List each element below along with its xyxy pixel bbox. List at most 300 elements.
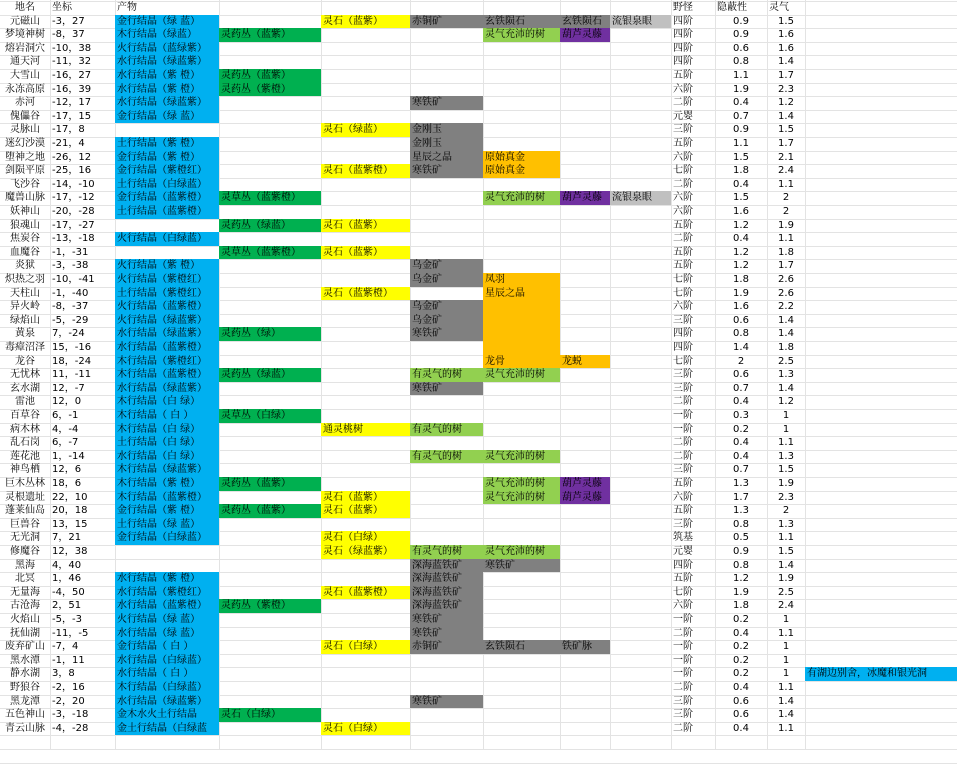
cell-beast-level[interactable]: 四阶: [673, 342, 693, 353]
cell-hidden-value[interactable]: 1.8: [733, 600, 749, 612]
cell-place-name[interactable]: 妖神山: [10, 206, 40, 217]
cell-coordinates[interactable]: 12，-7: [52, 382, 85, 394]
cell-hidden-value[interactable]: 0.2: [733, 423, 749, 435]
cell-place-name[interactable]: 黄泉: [15, 328, 35, 340]
cell-hidden-value[interactable]: 1.1: [733, 138, 749, 149]
cell-beast-level[interactable]: 二阶: [673, 233, 693, 245]
header-beast[interactable]: 野怪: [673, 2, 693, 13]
cell-hidden-value[interactable]: 0.9: [733, 15, 749, 27]
cell-qi-value[interactable]: 2.3: [778, 83, 794, 95]
cell-qi-value[interactable]: 2.3: [778, 491, 794, 503]
cell-product[interactable]: 灵草丛（蓝紫橙）: [219, 246, 321, 260]
cell-hidden-value[interactable]: 0.2: [733, 641, 749, 653]
cell-hidden-value[interactable]: 0.8: [733, 559, 749, 571]
cell-qi-value[interactable]: 1.7: [778, 260, 794, 272]
cell-coordinates[interactable]: -21，4: [52, 138, 85, 149]
cell-place-name[interactable]: 大雪山: [10, 70, 40, 81]
cell-beast-level[interactable]: 五阶: [673, 219, 693, 231]
cell-product[interactable]: 灵石（蓝紫橙）: [321, 287, 410, 301]
cell-hidden-value[interactable]: 1.9: [733, 287, 749, 299]
cell-qi-value[interactable]: 1: [782, 423, 790, 435]
cell-beast-level[interactable]: 三阶: [673, 314, 693, 326]
cell-product[interactable]: 通灵桃树: [321, 423, 410, 437]
cell-product[interactable]: 灵草丛（白绿）: [219, 409, 321, 423]
cell-beast-level[interactable]: 三阶: [673, 709, 693, 721]
cell-coordinates[interactable]: -11，32: [52, 56, 92, 68]
cell-product[interactable]: 星辰之晶: [483, 287, 560, 301]
cell-product[interactable]: 金行结晶（白绿蓝）: [115, 531, 219, 545]
cell-product[interactable]: 玄铁陨石: [483, 640, 560, 654]
cell-coordinates[interactable]: -5，-29: [52, 314, 89, 326]
cell-product[interactable]: 火行结晶（白绿蓝）: [115, 232, 219, 246]
cell-hidden-value[interactable]: 0.4: [733, 233, 749, 245]
cell-beast-level[interactable]: 四阶: [673, 328, 693, 340]
cell-qi-value[interactable]: 1.7: [778, 70, 794, 81]
cell-qi-value[interactable]: 1.1: [778, 437, 794, 449]
cell-product[interactable]: 木行结晶（蓝紫橙）: [115, 491, 219, 505]
cell-product[interactable]: 火行结晶（绿蓝紫）: [115, 314, 219, 328]
cell-product[interactable]: 寒铁矿: [410, 613, 483, 627]
cell-qi-value[interactable]: 1.4: [778, 695, 794, 707]
cell-product[interactable]: 灵石（白绿）: [321, 640, 410, 654]
cell-hidden-value[interactable]: 0.7: [733, 464, 749, 476]
cell-hidden-value[interactable]: 0.4: [733, 396, 749, 408]
cell-qi-value[interactable]: 2: [782, 505, 790, 517]
cell-product[interactable]: 玄铁陨石: [483, 15, 560, 29]
cell-hidden-value[interactable]: 0.6: [733, 369, 749, 381]
cell-product[interactable]: 灵药丛（绿蓝）: [219, 368, 321, 382]
cell-hidden-value[interactable]: 1.2: [733, 246, 749, 258]
cell-qi-value[interactable]: 1.4: [778, 56, 794, 68]
cell-product[interactable]: 木行结晶（绿蓝紫）: [115, 463, 219, 477]
cell-beast-level[interactable]: 四阶: [673, 29, 693, 41]
cell-product[interactable]: 水行结晶（蓝紫橙）: [115, 599, 219, 613]
cell-coordinates[interactable]: -2，20: [52, 695, 85, 707]
cell-product[interactable]: 木行结晶（白绿蓝）: [115, 681, 219, 695]
cell-product[interactable]: 火行结晶（蓝绿紫）: [115, 42, 219, 56]
cell-place-name[interactable]: 傀儡谷: [10, 110, 40, 122]
cell-beast-level[interactable]: 一阶: [673, 654, 693, 666]
cell-coordinates[interactable]: -26，12: [52, 151, 92, 163]
cell-place-name[interactable]: 巨兽谷: [10, 518, 40, 530]
cell-qi-value[interactable]: 1.1: [778, 178, 794, 190]
cell-product[interactable]: [483, 327, 560, 341]
cell-qi-value[interactable]: 2.5: [778, 355, 794, 367]
cell-hidden-value[interactable]: 0.7: [733, 382, 749, 394]
cell-hidden-value[interactable]: 1.4: [733, 342, 749, 353]
cell-beast-level[interactable]: 六阶: [673, 206, 693, 217]
header-name[interactable]: 地名: [15, 2, 35, 13]
cell-qi-value[interactable]: 2.5: [778, 586, 794, 598]
cell-product[interactable]: 灵气充沛的树: [483, 491, 560, 505]
cell-product[interactable]: 凤羽: [483, 273, 560, 287]
cell-place-name[interactable]: 剑陨平原: [5, 165, 45, 177]
cell-hidden-value[interactable]: 0.8: [733, 56, 749, 68]
cell-product[interactable]: 赤铜矿: [410, 15, 483, 29]
cell-coordinates[interactable]: 1，46: [52, 573, 82, 585]
cell-product[interactable]: 土行结晶（白 绿）: [115, 436, 219, 450]
cell-product[interactable]: 金行结晶（蓝紫橙）: [115, 191, 219, 205]
cell-product[interactable]: 金行结晶（绿 蓝）: [115, 110, 219, 124]
cell-product[interactable]: 金行结晶（紫橙红）: [115, 164, 219, 178]
cell-product[interactable]: 星辰之晶: [410, 151, 483, 165]
cell-hidden-value[interactable]: 0.6: [733, 42, 749, 54]
cell-product[interactable]: 土行结晶（白绿蓝）: [115, 178, 219, 192]
cell-beast-level[interactable]: 二阶: [673, 627, 693, 639]
cell-coordinates[interactable]: -3，27: [52, 15, 85, 27]
cell-beast-level[interactable]: 七阶: [673, 274, 693, 285]
cell-product[interactable]: 灵气充沛的树: [483, 450, 560, 464]
cell-product[interactable]: 灵石（白绿）: [219, 708, 321, 722]
cell-qi-value[interactable]: 1.5: [778, 15, 794, 27]
cell-beast-level[interactable]: 六阶: [673, 83, 693, 95]
cell-beast-level[interactable]: 一阶: [673, 423, 693, 435]
cell-place-name[interactable]: 灵脉山: [10, 124, 40, 136]
cell-place-name[interactable]: 灵根遗址: [5, 491, 45, 503]
cell-coordinates[interactable]: -3，-38: [52, 260, 89, 272]
cell-product[interactable]: 灵药丛（蓝紫）: [219, 477, 321, 491]
cell-coordinates[interactable]: 4，-4: [52, 423, 79, 435]
cell-qi-value[interactable]: 1.1: [778, 627, 794, 639]
cell-hidden-value[interactable]: 1.2: [733, 260, 749, 272]
cell-beast-level[interactable]: 二阶: [673, 97, 693, 109]
cell-coordinates[interactable]: -5，-3: [52, 614, 82, 625]
cell-place-name[interactable]: 蓬莱仙岛: [5, 505, 45, 517]
cell-qi-value[interactable]: 1.4: [778, 709, 794, 721]
cell-beast-level[interactable]: 二阶: [673, 178, 693, 190]
cell-place-name[interactable]: 北冥: [15, 573, 35, 585]
cell-place-name[interactable]: 迷幻沙漠: [5, 138, 45, 149]
cell-qi-value[interactable]: 2.4: [778, 165, 794, 177]
cell-qi-value[interactable]: 1.1: [778, 233, 794, 245]
cell-coordinates[interactable]: 11，-11: [52, 369, 92, 381]
cell-beast-level[interactable]: 五阶: [673, 70, 693, 81]
cell-hidden-value[interactable]: 0.2: [733, 614, 749, 625]
cell-beast-level[interactable]: 三阶: [673, 382, 693, 394]
cell-qi-value[interactable]: 1.5: [778, 464, 794, 476]
cell-beast-level[interactable]: 四阶: [673, 42, 693, 54]
cell-coordinates[interactable]: -1，-40: [52, 287, 89, 299]
header-qi[interactable]: 灵气: [769, 2, 789, 13]
cell-product[interactable]: 金刚玉: [410, 123, 483, 137]
cell-product[interactable]: 灵气充沛的树: [483, 191, 560, 205]
cell-qi-value[interactable]: 1.3: [778, 369, 794, 381]
cell-beast-level[interactable]: 三阶: [673, 369, 693, 381]
cell-beast-level[interactable]: 二阶: [673, 450, 693, 462]
cell-beast-level[interactable]: 一阶: [673, 668, 693, 680]
cell-product[interactable]: 水行结晶（绿蓝紫）: [115, 327, 219, 341]
cell-beast-level[interactable]: 元婴: [673, 546, 693, 557]
cell-product[interactable]: 流银泉眼: [610, 191, 671, 205]
cell-coordinates[interactable]: -4，50: [52, 586, 85, 598]
cell-beast-level[interactable]: 三阶: [673, 518, 693, 530]
cell-product[interactable]: 木行结晶（紫橙红）: [115, 355, 219, 369]
cell-coordinates[interactable]: -12，17: [52, 97, 92, 109]
cell-beast-level[interactable]: 七阶: [673, 586, 693, 598]
cell-beast-level[interactable]: 五阶: [673, 505, 693, 517]
cell-coordinates[interactable]: -25，16: [52, 165, 92, 177]
cell-hidden-value[interactable]: 1.3: [733, 505, 749, 517]
cell-beast-level[interactable]: 六阶: [673, 192, 693, 204]
cell-hidden-value[interactable]: 0.7: [733, 110, 749, 122]
cell-hidden-value[interactable]: 0.4: [733, 97, 749, 109]
cell-product[interactable]: [483, 314, 560, 328]
cell-beast-level[interactable]: 二阶: [673, 682, 693, 693]
cell-coordinates[interactable]: 7，21: [52, 532, 82, 544]
cell-hidden-value[interactable]: 1.2: [733, 219, 749, 231]
cell-qi-value[interactable]: 2.6: [778, 287, 794, 299]
cell-coordinates[interactable]: -17，-27: [52, 219, 95, 231]
cell-qi-value[interactable]: 1.9: [778, 219, 794, 231]
cell-product[interactable]: 水行结晶（白 绿）: [115, 450, 219, 464]
cell-place-name[interactable]: 静水湖: [10, 668, 40, 680]
cell-hidden-value[interactable]: 0.4: [733, 722, 749, 734]
cell-product[interactable]: 灵药丛（紫橙）: [219, 599, 321, 613]
cell-product[interactable]: 水行结晶（绿 蓝）: [115, 627, 219, 641]
cell-product[interactable]: 灵石（蓝紫）: [321, 504, 410, 518]
cell-hidden-value[interactable]: 1.2: [733, 573, 749, 585]
cell-product[interactable]: 金行结晶（紫 橙）: [115, 151, 219, 165]
cell-coordinates[interactable]: 15，-16: [52, 342, 92, 353]
cell-qi-value[interactable]: 1.4: [778, 110, 794, 122]
cell-hidden-value[interactable]: 0.2: [733, 654, 749, 666]
cell-product[interactable]: 土行结晶（紫 橙）: [115, 137, 219, 151]
cell-product[interactable]: 水行结晶（紫 橙）: [115, 572, 219, 586]
cell-qi-value[interactable]: 2: [782, 192, 790, 204]
cell-hidden-value[interactable]: 0.4: [733, 627, 749, 639]
cell-qi-value[interactable]: 1.1: [778, 532, 794, 544]
cell-beast-level[interactable]: 七阶: [673, 355, 693, 367]
cell-hidden-value[interactable]: 0.9: [733, 546, 749, 557]
cell-product[interactable]: 深海蓝铁矿: [410, 559, 483, 573]
cell-beast-level[interactable]: 四阶: [673, 15, 693, 27]
cell-place-name[interactable]: 异火岭: [10, 301, 40, 313]
cell-product[interactable]: 灵石（蓝紫）: [321, 15, 410, 29]
cell-place-name[interactable]: 龙谷: [15, 355, 35, 367]
cell-coordinates[interactable]: -7，4: [52, 641, 79, 653]
cell-qi-value[interactable]: 1.3: [778, 450, 794, 462]
cell-coordinates[interactable]: -13，-18: [52, 233, 95, 245]
cell-coordinates[interactable]: -20，-28: [52, 206, 95, 217]
cell-product[interactable]: 灵气充沛的树: [483, 545, 560, 559]
cell-product[interactable]: 龙蜕: [560, 355, 610, 369]
cell-coordinates[interactable]: 12，38: [52, 546, 88, 557]
cell-product[interactable]: 水行结晶（蓝紫橙）: [115, 341, 219, 355]
cell-product[interactable]: 灵气充沛的树: [483, 28, 560, 42]
cell-hidden-value[interactable]: 1.9: [733, 586, 749, 598]
cell-product[interactable]: 火行结晶（紫橙红）: [115, 273, 219, 287]
cell-coordinates[interactable]: 18，-24: [52, 355, 92, 367]
cell-product[interactable]: 金木水火土行结晶: [115, 708, 219, 722]
header-coord[interactable]: 坐标: [52, 2, 72, 13]
cell-product[interactable]: 水行结晶（绿蓝紫）: [115, 96, 219, 110]
cell-beast-level[interactable]: 三阶: [673, 464, 693, 476]
cell-coordinates[interactable]: -8，37: [52, 29, 85, 41]
cell-beast-level[interactable]: 二阶: [673, 437, 693, 449]
cell-beast-level[interactable]: 六阶: [673, 491, 693, 503]
cell-hidden-value[interactable]: 0.8: [733, 328, 749, 340]
cell-product[interactable]: 深海蓝铁矿: [410, 586, 483, 600]
cell-place-name[interactable]: 青云山脉: [5, 722, 45, 734]
cell-coordinates[interactable]: 6，-7: [52, 437, 79, 449]
cell-product[interactable]: 灵石（白绿）: [321, 722, 410, 736]
cell-product[interactable]: 金行结晶（绿 蓝）: [115, 15, 219, 29]
cell-coordinates[interactable]: -3，-18: [52, 709, 89, 721]
cell-hidden-value[interactable]: 0.9: [733, 29, 749, 41]
cell-coordinates[interactable]: -1，-31: [52, 246, 89, 258]
cell-place-name[interactable]: 野狼谷: [10, 682, 40, 693]
cell-coordinates[interactable]: -10，38: [52, 42, 92, 54]
cell-product[interactable]: 寒铁矿: [410, 627, 483, 641]
cell-qi-value[interactable]: 1.7: [778, 138, 794, 149]
cell-product[interactable]: 有灵气的树: [410, 545, 483, 559]
cell-coordinates[interactable]: 20，18: [52, 505, 88, 517]
cell-product[interactable]: 寒铁矿: [410, 164, 483, 178]
cell-hidden-value[interactable]: 1.5: [733, 151, 749, 163]
cell-qi-value[interactable]: 1.1: [778, 682, 794, 693]
cell-place-name[interactable]: 永冻高原: [5, 83, 45, 95]
cell-product[interactable]: 龙骨: [483, 355, 560, 369]
cell-place-name[interactable]: 黑水潭: [10, 654, 40, 666]
cell-product[interactable]: 灵草丛（蓝紫橙）: [219, 191, 321, 205]
cell-hidden-value[interactable]: 0.6: [733, 695, 749, 707]
cell-qi-value[interactable]: 1.4: [778, 328, 794, 340]
cell-beast-level[interactable]: 四阶: [673, 559, 693, 571]
cell-beast-level[interactable]: 五阶: [673, 138, 693, 149]
cell-place-name[interactable]: 魔兽山脉: [5, 192, 45, 204]
header-hidden[interactable]: 隐蔽性: [717, 2, 747, 13]
cell-place-name[interactable]: 元磁山: [10, 15, 40, 27]
cell-coordinates[interactable]: 6，-1: [52, 410, 79, 421]
cell-beast-level[interactable]: 四阶: [673, 56, 693, 68]
cell-hidden-value[interactable]: 1.8: [733, 274, 749, 285]
cell-beast-level[interactable]: 五阶: [673, 246, 693, 258]
cell-product[interactable]: 木行结晶（白 绿）: [115, 395, 219, 409]
cell-product[interactable]: 寒铁矿: [410, 327, 483, 341]
cell-coordinates[interactable]: -17，8: [52, 124, 85, 136]
cell-product[interactable]: 灵药丛（蓝紫）: [219, 28, 321, 42]
cell-place-name[interactable]: 巨木丛林: [5, 478, 45, 489]
cell-product[interactable]: 水行结晶（紫 橙）: [115, 83, 219, 97]
cell-place-name[interactable]: 无光洞: [10, 532, 40, 544]
cell-place-name[interactable]: 无忧林: [10, 369, 40, 381]
cell-qi-value[interactable]: 1.4: [778, 314, 794, 326]
cell-product[interactable]: 金行结晶（ 白 ）: [115, 640, 219, 654]
cell-product[interactable]: 葫芦灵藤: [560, 477, 610, 491]
cell-product[interactable]: 木行结晶（绿蓝）: [115, 28, 219, 42]
cell-place-name[interactable]: 无量海: [10, 586, 40, 598]
cell-product[interactable]: 乌金矿: [410, 259, 483, 273]
cell-product[interactable]: 灵药丛（蓝紫）: [219, 504, 321, 518]
cell-place-name[interactable]: 神鸟栖: [10, 464, 40, 476]
cell-product[interactable]: 水行结晶（紫橙红）: [115, 586, 219, 600]
cell-coordinates[interactable]: -16，27: [52, 70, 92, 81]
cell-coordinates[interactable]: 4，40: [52, 559, 82, 571]
cell-qi-value[interactable]: 1.9: [778, 573, 794, 585]
cell-qi-value[interactable]: 1: [782, 654, 790, 666]
cell-place-name[interactable]: 雷池: [15, 396, 35, 408]
cell-place-name[interactable]: 抚仙湖: [10, 627, 40, 639]
cell-place-name[interactable]: 玄水湖: [10, 382, 40, 394]
cell-qi-value[interactable]: 1.3: [778, 518, 794, 530]
cell-product[interactable]: 土行结晶（绿 蓝）: [115, 518, 219, 532]
cell-coordinates[interactable]: -4，-28: [52, 722, 89, 734]
cell-product[interactable]: 木行结晶（紫 橙）: [115, 477, 219, 491]
cell-hidden-value[interactable]: 0.3: [733, 410, 749, 421]
cell-place-name[interactable]: 飞沙谷: [10, 178, 40, 190]
header-produce[interactable]: 产物: [117, 2, 137, 13]
cell-product[interactable]: 灵石（蓝紫）: [321, 219, 410, 233]
cell-coordinates[interactable]: 7，-24: [52, 328, 85, 340]
cell-hidden-value[interactable]: 0.4: [733, 682, 749, 693]
cell-qi-value[interactable]: 1.5: [778, 124, 794, 136]
cell-product[interactable]: 木行结晶（ 白 ）: [115, 409, 219, 423]
cell-place-name[interactable]: 黑龙潭: [10, 695, 40, 707]
cell-place-name[interactable]: 赤河: [15, 97, 35, 109]
cell-hidden-value[interactable]: 1.5: [733, 192, 749, 204]
cell-product[interactable]: 乌金矿: [410, 300, 483, 314]
cell-product[interactable]: 铁矿脉: [560, 640, 610, 654]
cell-product[interactable]: 灵药丛（绿）: [219, 327, 321, 341]
cell-coordinates[interactable]: 22，10: [52, 491, 88, 503]
cell-product[interactable]: 灵石（蓝紫）: [321, 491, 410, 505]
cell-beast-level[interactable]: 筑基: [673, 532, 693, 544]
cell-hidden-value[interactable]: 0.4: [733, 178, 749, 190]
cell-qi-value[interactable]: 1.4: [778, 382, 794, 394]
cell-note[interactable]: 有湖边别舍，冰魔和银光洞: [805, 667, 957, 681]
cell-product[interactable]: 金刚玉: [410, 137, 483, 151]
cell-hidden-value[interactable]: 1.1: [733, 70, 749, 81]
cell-coordinates[interactable]: 3，8: [52, 668, 75, 680]
cell-coordinates[interactable]: -17，15: [52, 110, 92, 122]
cell-product[interactable]: 有灵气的树: [410, 423, 483, 437]
cell-product[interactable]: 赤铜矿: [410, 640, 483, 654]
cell-beast-level[interactable]: 六阶: [673, 600, 693, 612]
cell-product[interactable]: 火行结晶（绿 蓝）: [115, 613, 219, 627]
cell-hidden-value[interactable]: 0.8: [733, 518, 749, 530]
cell-product[interactable]: 灵药丛（绿蓝）: [219, 219, 321, 233]
cell-coordinates[interactable]: -16，39: [52, 83, 92, 95]
cell-beast-level[interactable]: 二阶: [673, 396, 693, 408]
cell-coordinates[interactable]: -1，11: [52, 654, 85, 666]
cell-hidden-value[interactable]: 0.4: [733, 450, 749, 462]
cell-product[interactable]: 原始真金: [483, 164, 560, 178]
cell-hidden-value[interactable]: 1.6: [733, 301, 749, 313]
cell-coordinates[interactable]: -2，16: [52, 682, 85, 693]
cell-coordinates[interactable]: 1，-14: [52, 450, 85, 462]
cell-coordinates[interactable]: -8，-37: [52, 301, 89, 313]
cell-product[interactable]: 金行结晶（紫 橙）: [115, 504, 219, 518]
cell-product[interactable]: 灵石（蓝紫）: [321, 246, 410, 260]
cell-place-name[interactable]: 炽热之羽: [5, 274, 45, 285]
cell-hidden-value[interactable]: 1.6: [733, 206, 749, 217]
cell-product[interactable]: 玄铁陨石: [560, 15, 610, 29]
cell-qi-value[interactable]: 1: [782, 410, 790, 421]
cell-qi-value[interactable]: 1.2: [778, 396, 794, 408]
cell-hidden-value[interactable]: 0.4: [733, 437, 749, 449]
cell-place-name[interactable]: 梦境神树: [5, 29, 45, 41]
cell-product[interactable]: 灵药丛（紫橙）: [219, 83, 321, 97]
cell-product[interactable]: 寒铁矿: [483, 559, 560, 573]
cell-place-name[interactable]: 焦炭谷: [10, 233, 40, 245]
cell-product[interactable]: 灵气充沛的树: [483, 368, 560, 382]
cell-place-name[interactable]: 毒瘴沼泽: [5, 342, 45, 353]
cell-hidden-value[interactable]: 1.7: [733, 491, 749, 503]
cell-place-name[interactable]: 古沧海: [10, 600, 40, 612]
cell-product[interactable]: 寒铁矿: [410, 96, 483, 110]
cell-place-name[interactable]: 堕神之地: [5, 151, 45, 163]
cell-product[interactable]: [483, 300, 560, 314]
